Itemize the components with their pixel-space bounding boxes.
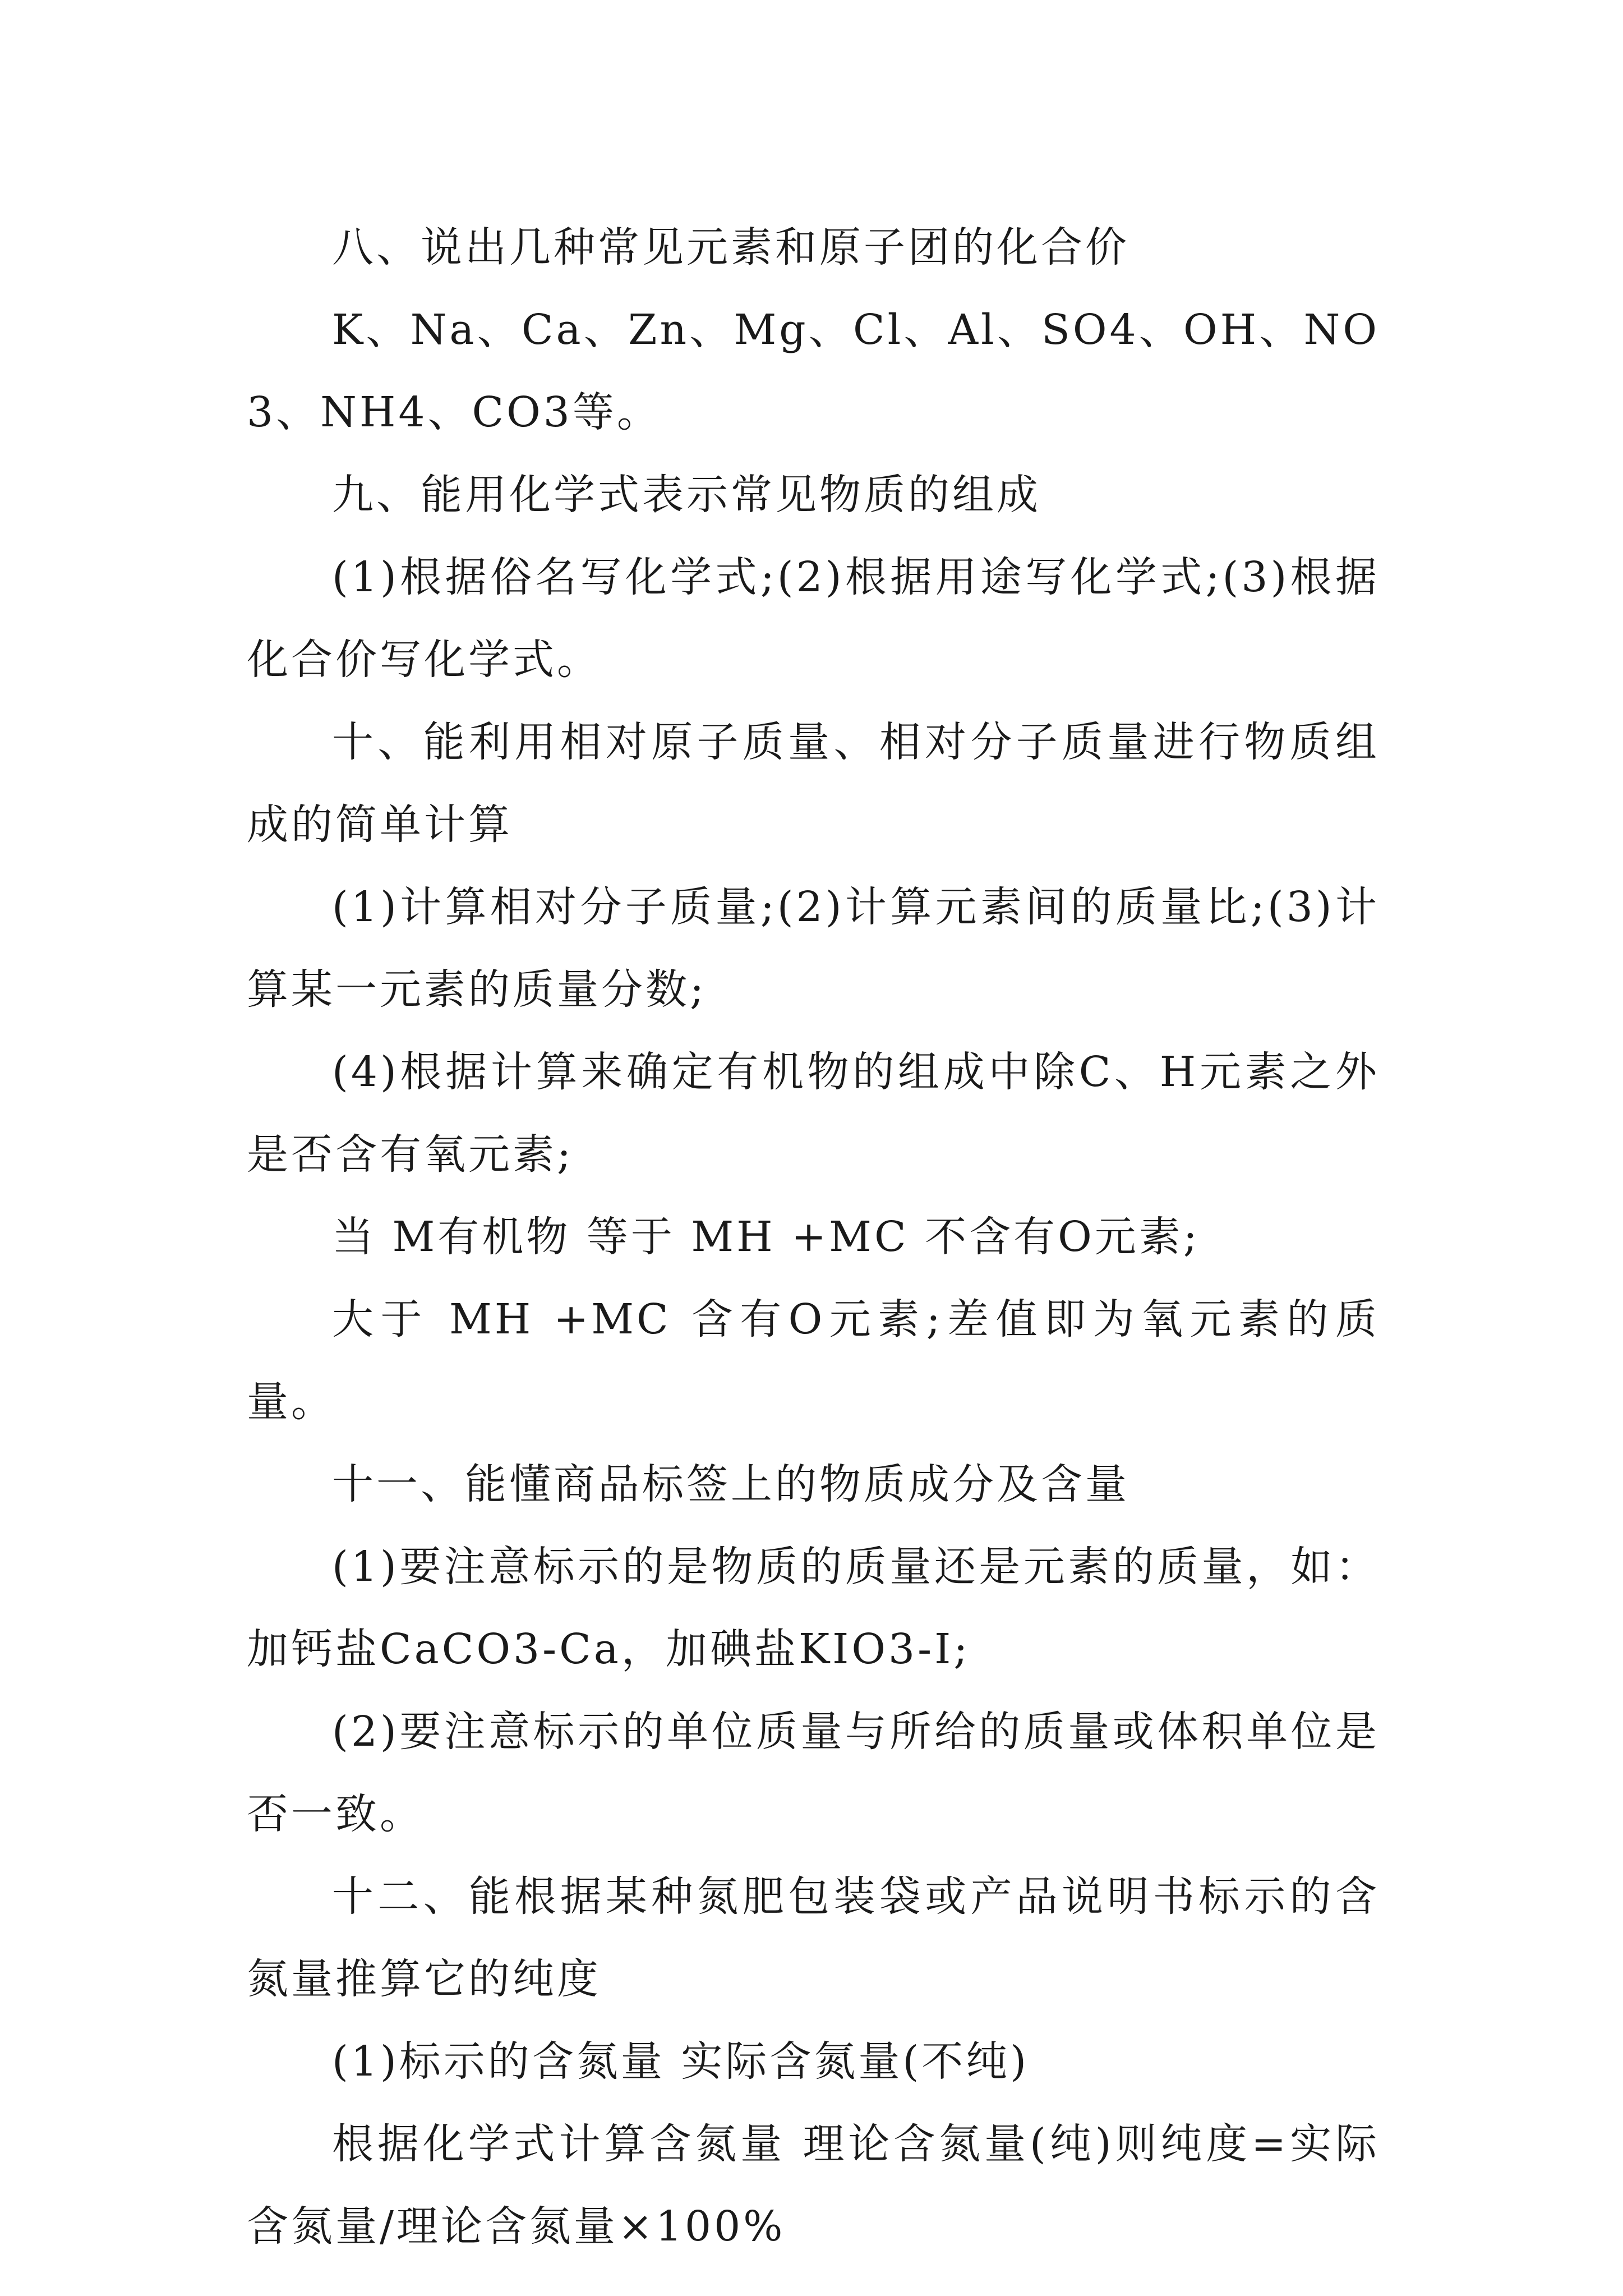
formula-writing-paragraph: (1)根据俗名写化学式;(2)根据用途写化学式;(3)根据化合价写化学式。 [247, 553, 1380, 684]
organic-oxygen-paragraph: (4)根据计算来确定有机物的组成中除C、H元素之外是否含有氧元素; [247, 1048, 1380, 1179]
section-heading-12: 十二、能根据某种氮肥包装袋或产品说明书标示的含氮量推算它的纯度 [247, 1872, 1380, 2003]
purity-formula-paragraph: 根据化学式计算含氮量 理论含氮量(纯)则纯度=实际含氮量/理论含氮量×100% [247, 2120, 1380, 2251]
section-heading-10: 十、能利用相对原子质量、相对分子质量进行物质组成的简单计算 [247, 718, 1380, 849]
section-heading-11: 十一、能懂商品标签上的物质成分及含量 [332, 1460, 1129, 1508]
greater-case-paragraph: 大于 MH +MC 含有O元素;差值即为氧元素的质量。 [247, 1295, 1380, 1426]
section-heading-9: 九、能用化学式表示常见物质的组成 [332, 471, 1041, 519]
element-list-paragraph: K、Na、Ca、Zn、Mg、Cl、Al、SO4、OH、NO3、NH4、CO3等。 [247, 306, 1380, 436]
section-heading-8: 八、说出几种常见元素和原子团的化合价 [332, 223, 1129, 272]
document-body [247, 206, 1380, 2268]
nitrogen-label-paragraph: (1)标示的含氮量 实际含氮量(不纯) [332, 2037, 1030, 2086]
label-unit-paragraph: (2)要注意标示的单位质量与所给的质量或体积单位是否一致。 [247, 1708, 1380, 1838]
calculation-items-paragraph: (1)计算相对分子质量;(2)计算元素间的质量比;(3)计算某一元素的质量分数; [247, 883, 1380, 1014]
label-mass-paragraph: (1)要注意标示的是物质的质量还是元素的质量，如：加钙盐CaCO3-Ca，加碘盐KIO3-I; [247, 1543, 1380, 1673]
equal-case-paragraph: 当 M有机物 等于 MH +MC 不含有O元素; [332, 1213, 1200, 1261]
